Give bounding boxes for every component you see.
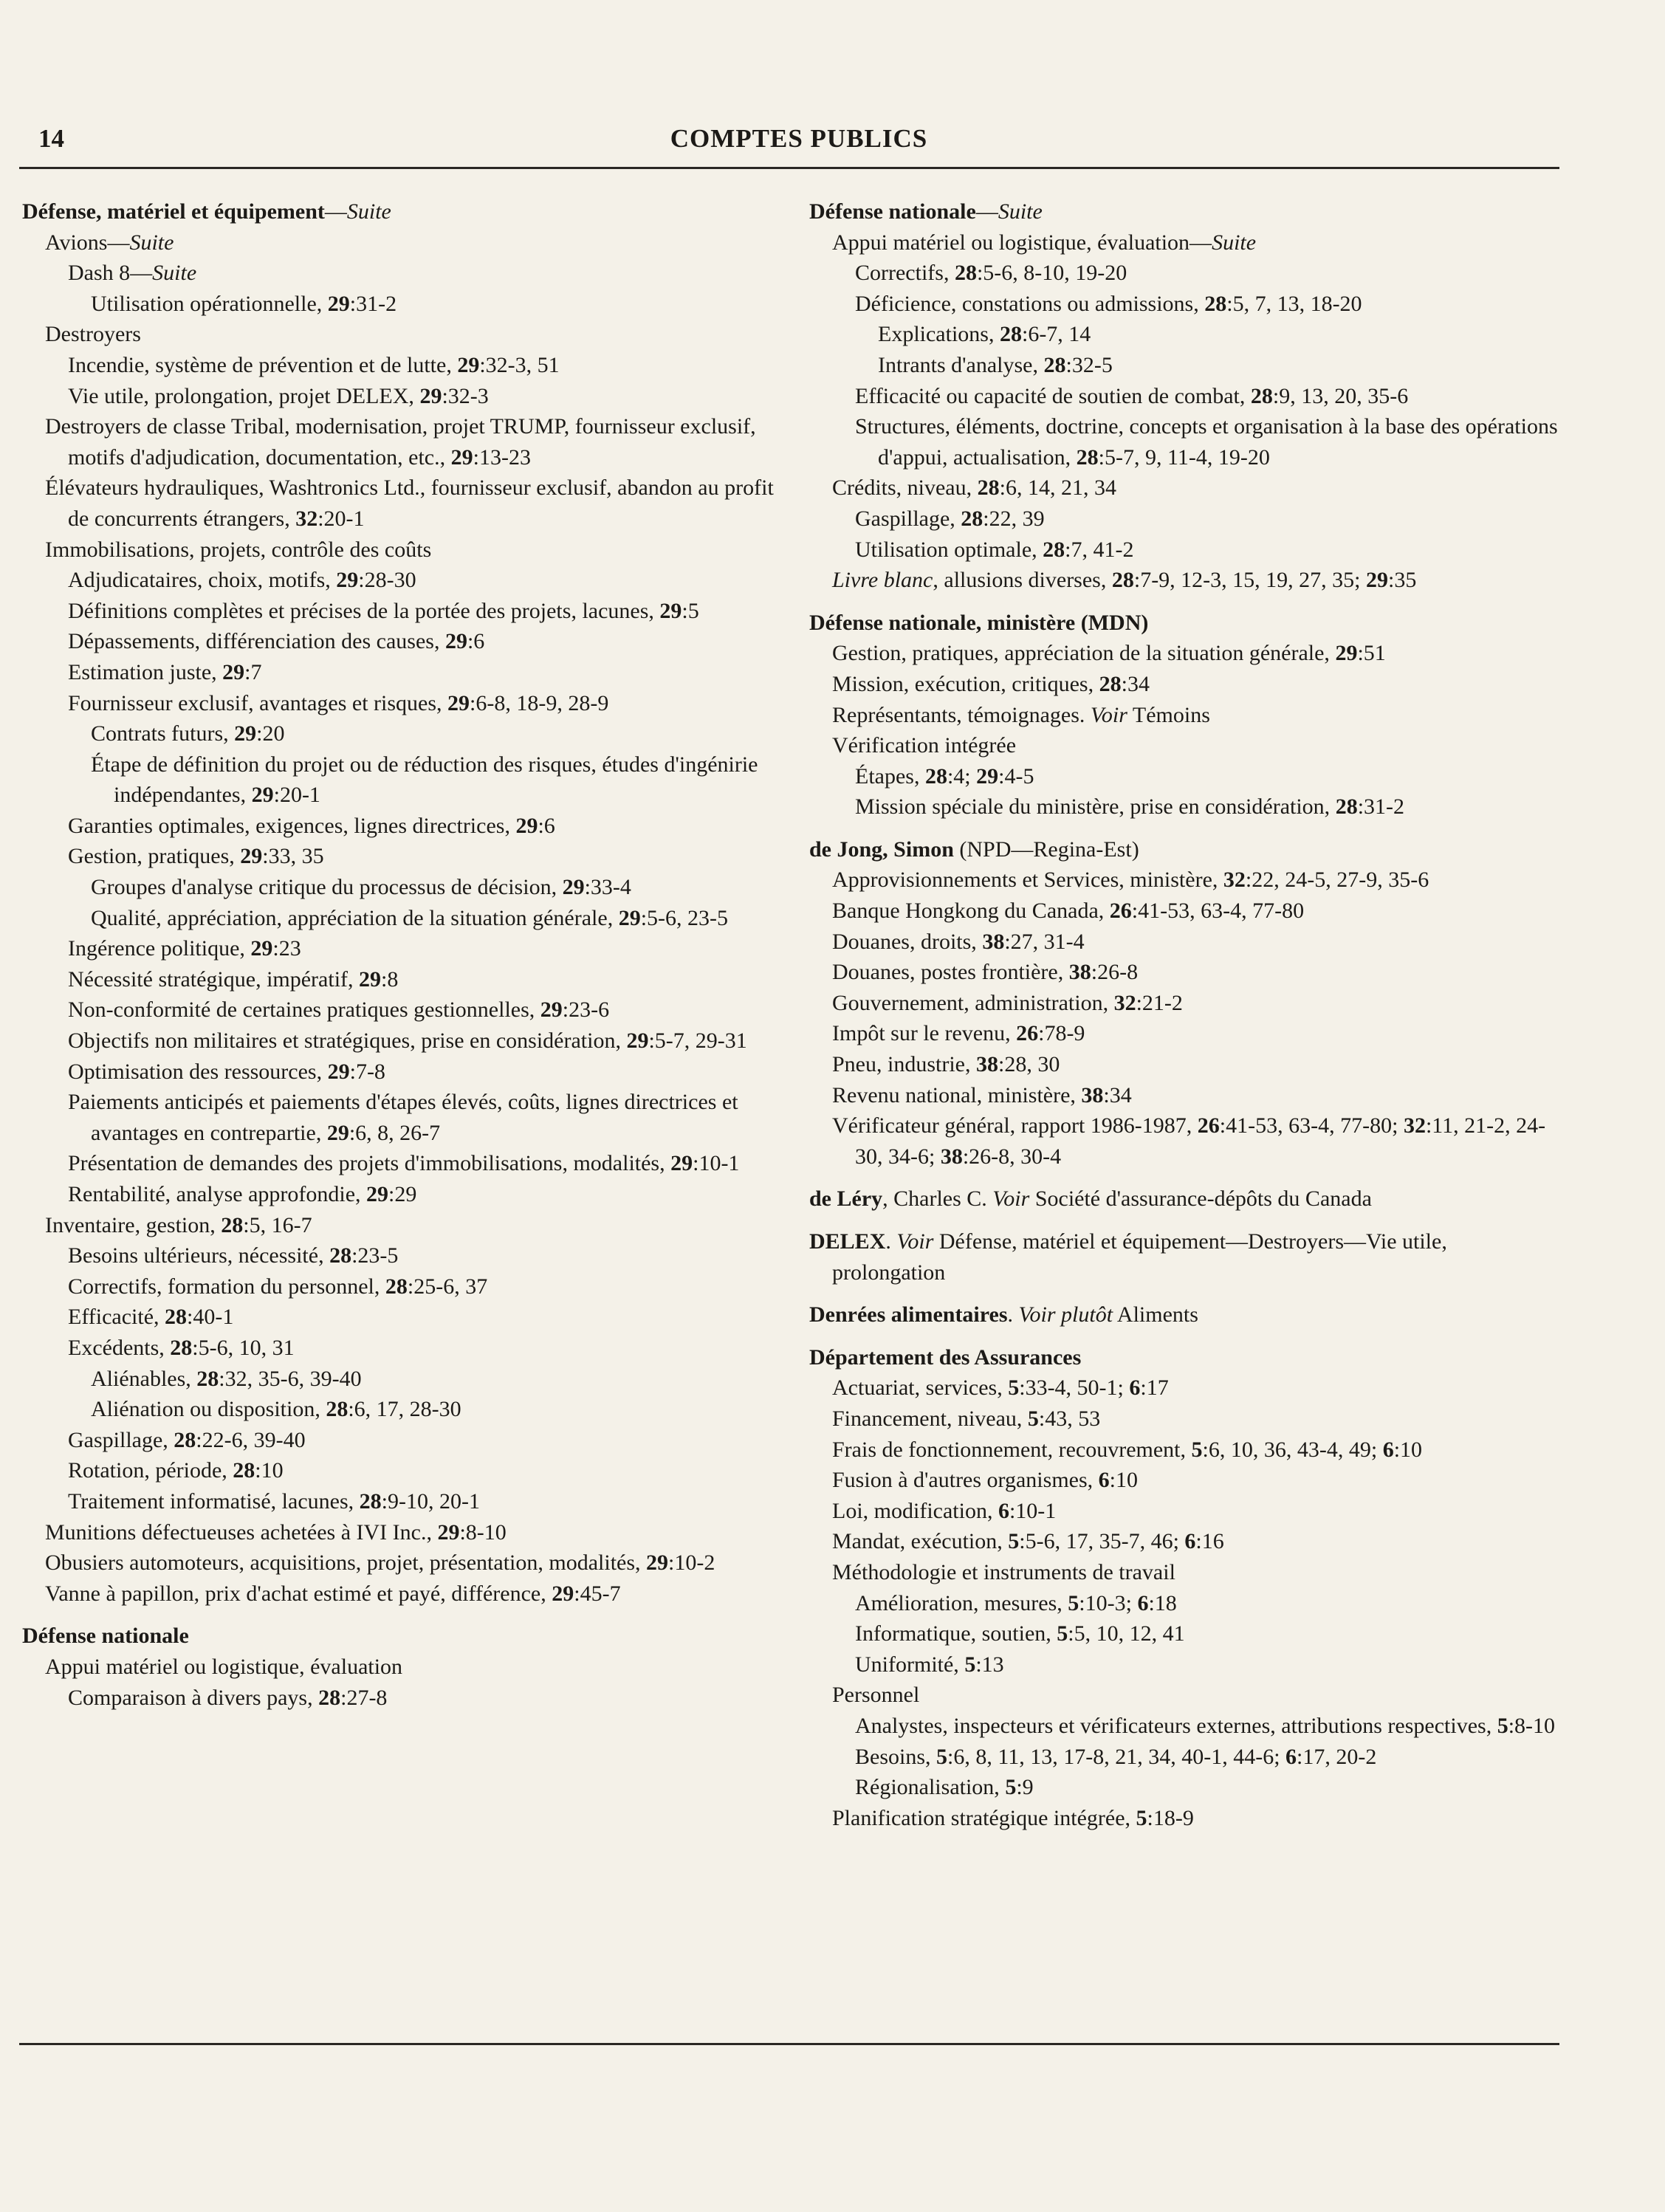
index-entry: Ingérence politique, 29:23 [68, 936, 301, 961]
index-entry: Gaspillage, 28:22-6, 39-40 [68, 1427, 306, 1452]
index-entry: Banque Hongkong du Canada, 26:41-53, 63-4, 77-80 [832, 899, 1305, 924]
index-entry: Incendie, système de prévention et de lutte, 29:32-3, 51 [68, 352, 560, 377]
index-entry: Paiements anticipés et paiements d'étapes élevés, coûts, lignes directrices et avantages en contrepartie, 29:6, 8, 26-7 [68, 1090, 738, 1145]
header-rule [19, 167, 1559, 169]
index-entry: Frais de fonctionnement, recouvrement, 5:6, 10, 36, 43-4, 49; 6:10 [832, 1437, 1423, 1462]
index-entry: Pneu, industrie, 38:28, 30 [832, 1052, 1060, 1077]
index-entry: Avions—Suite [45, 230, 174, 255]
index-entry: Correctifs, 28:5-6, 8-10, 19-20 [855, 261, 1127, 286]
index-entry: Utilisation optimale, 28:7, 41-2 [855, 537, 1134, 562]
index-entry: Étape de définition du projet ou de réduction des risques, études d'ingénirie indépendantes, 29:20-1 [91, 752, 758, 808]
index-entry: Régionalisation, 5:9 [855, 1775, 1034, 1800]
running-title: COMPTES PUBLICS [670, 124, 928, 153]
index-entry: Étapes, 28:4; 29:4-5 [855, 763, 1034, 789]
index-entry: Non-conformité de certaines pratiques gestionnelles, 29:23-6 [68, 997, 610, 1023]
index-entry: Analystes, inspecteurs et vérificateurs externes, attributions respectives, 5:8-10 [855, 1713, 1556, 1738]
index-column-left [22, 196, 775, 1713]
index-entry: Loi, modification, 6:10-1 [832, 1498, 1057, 1523]
index-entry: Vanne à papillon, prix d'achat estimé et payé, différence, 29:45-7 [45, 1581, 621, 1606]
page-number: 14 [38, 124, 64, 153]
index-entry: Informatique, soutien, 5:5, 10, 12, 41 [855, 1621, 1185, 1646]
index-entry: Explications, 28:6-7, 14 [878, 322, 1091, 347]
index-entry: Personnel [832, 1683, 920, 1708]
footer-rule [19, 2043, 1559, 2045]
index-entry: Dépassements, différenciation des causes, 29:6 [68, 629, 485, 654]
index-entry: Groupes d'analyse critique du processus de décision, 29:33-4 [91, 875, 631, 900]
index-entry: Traitement informatisé, lacunes, 28:9-10, 20-1 [68, 1488, 480, 1514]
index-entry: Représentants, témoignages. Voir Témoins [832, 702, 1210, 727]
index-entry: Gouvernement, administration, 32:21-2 [832, 990, 1183, 1015]
index-entry: Déficience, constations ou admissions, 28:5, 7, 13, 18-20 [855, 291, 1362, 316]
index-entry: Efficacité ou capacité de soutien de combat, 28:9, 13, 20, 35-6 [855, 383, 1409, 408]
index-entry: Amélioration, mesures, 5:10-3; 6:18 [855, 1590, 1177, 1615]
index-entry: Inventaire, gestion, 28:5, 16-7 [45, 1212, 312, 1237]
index-entry: Obusiers automoteurs, acquisitions, projet, présentation, modalités, 29:10-2 [45, 1550, 715, 1576]
index-entry: Livre blanc, allusions diverses, 28:7-9, 12-3, 15, 19, 27, 35; 29:35 [832, 568, 1417, 593]
index-entry: Élévateurs hydrauliques, Washtronics Ltd., fournisseur exclusif, abandon au profit de concurrents étrangers, 32:20-1 [45, 475, 774, 531]
index-entry: Estimation juste, 29:7 [68, 659, 262, 684]
index-heading: Denrées alimentaires. Voir plutôt Aliments [809, 1302, 1198, 1327]
index-entry: Garanties optimales, exigences, lignes directrices, 29:6 [68, 813, 555, 838]
index-heading: Défense nationale—Suite [809, 199, 1043, 224]
index-entry: Objectifs non militaires et stratégiques, prise en considération, 29:5-7, 29-31 [68, 1028, 747, 1054]
index-entry: Rotation, période, 28:10 [68, 1458, 284, 1483]
index-entry: Mission, exécution, critiques, 28:34 [832, 671, 1150, 696]
index-entry: Rentabilité, analyse approfondie, 29:29 [68, 1182, 417, 1206]
index-entry: Qualité, appréciation, appréciation de la situation générale, 29:5-6, 23-5 [91, 905, 729, 930]
index-entry: Contrats futurs, 29:20 [91, 721, 285, 746]
index-entry: Vie utile, prolongation, projet DELEX, 29:32-3 [68, 383, 489, 408]
index-entry: Structures, éléments, doctrine, concepts et organisation à la base des opérations d'appui, actualisation, 28:5-7, 9, 11-4, 19-20 [855, 414, 1558, 470]
index-entry: Aliénation ou disposition, 28:6, 17, 28-30 [91, 1397, 461, 1422]
index-entry: Vérification intégrée [832, 733, 1017, 758]
index-entry: Excédents, 28:5-6, 10, 31 [68, 1335, 295, 1360]
index-entry: Besoins, 5:6, 8, 11, 13, 17-8, 21, 34, 40-1, 44-6; 6:17, 20-2 [855, 1744, 1377, 1769]
index-entry: Financement, niveau, 5:43, 53 [832, 1406, 1101, 1431]
index-column-right [809, 196, 1562, 1833]
index-entry: Vérificateur général, rapport 1986-1987, 26:41-53, 63-4, 77-80; 32:11, 21-2, 24-30, 34-6; 38:26-8, 30-4 [832, 1113, 1546, 1169]
index-entry: Crédits, niveau, 28:6, 14, 21, 34 [832, 475, 1116, 501]
index-heading: Défense, matériel et équipement—Suite [22, 199, 391, 224]
index-heading: de Jong, Simon (NPD—Regina-Est) [809, 837, 1139, 862]
index-entry: Actuariat, services, 5:33-4, 50-1; 6:17 [832, 1375, 1169, 1401]
index-entry: Appui matériel ou logistique, évaluation [45, 1654, 403, 1679]
index-heading: Défense nationale, ministère (MDN) [809, 610, 1149, 635]
index-entry: Aliénables, 28:32, 35-6, 39-40 [91, 1366, 362, 1391]
index-heading: Département des Assurances [809, 1344, 1082, 1370]
index-entry: Besoins ultérieurs, nécessité, 28:23-5 [68, 1243, 399, 1268]
index-heading: Défense nationale [22, 1624, 189, 1649]
index-entry: Adjudicataires, choix, motifs, 29:28-30 [68, 568, 416, 593]
index-entry: Méthodologie et instruments de travail [832, 1559, 1175, 1584]
index-entry: Optimisation des ressources, 29:7-8 [68, 1059, 385, 1084]
index-entry: Mandat, exécution, 5:5-6, 17, 35-7, 46; 6:16 [832, 1529, 1224, 1554]
index-entry: Gestion, pratiques, appréciation de la situation générale, 29:51 [832, 641, 1386, 666]
index-entry: Mission spéciale du ministère, prise en considération, 28:31-2 [855, 794, 1405, 820]
index-entry: Utilisation opérationnelle, 29:31-2 [91, 291, 397, 316]
index-entry: Revenu national, ministère, 38:34 [832, 1082, 1132, 1107]
index-entry: Correctifs, formation du personnel, 28:25-6, 37 [68, 1274, 488, 1299]
index-entry: Intrants d'analyse, 28:32-5 [878, 352, 1113, 377]
index-entry: Destroyers [45, 322, 141, 347]
index-entry: Appui matériel ou logistique, évaluation—Suite [832, 230, 1257, 255]
index-entry: Destroyers de classe Tribal, modernisation, projet TRUMP, fournisseur exclusif, motifs d'adjudication, documentation, etc., 29:13-23 [45, 414, 756, 470]
index-entry: Fusion à d'autres organismes, 6:10 [832, 1468, 1138, 1493]
index-entry: Uniformité, 5:13 [855, 1652, 1004, 1677]
index-entry: Planification stratégique intégrée, 5:18-9 [832, 1805, 1194, 1830]
index-entry: Nécessité stratégique, impératif, 29:8 [68, 966, 399, 992]
index-entry: Approvisionnements et Services, ministère, 32:22, 24-5, 27-9, 35-6 [832, 868, 1429, 893]
index-entry: Gestion, pratiques, 29:33, 35 [68, 844, 324, 869]
index-entry: Douanes, postes frontière, 38:26-8 [832, 960, 1139, 985]
index-entry: Dash 8—Suite [68, 261, 197, 286]
index-entry: Gaspillage, 28:22, 39 [855, 506, 1045, 531]
index-entry: Immobilisations, projets, contrôle des coûts [45, 537, 432, 562]
index-entry: Douanes, droits, 38:27, 31-4 [832, 929, 1085, 954]
index-entry: Efficacité, 28:40-1 [68, 1305, 234, 1330]
index-entry: Comparaison à divers pays, 28:27-8 [68, 1685, 388, 1710]
index-entry: Fournisseur exclusif, avantages et risques, 29:6-8, 18-9, 28-9 [68, 690, 609, 715]
index-heading: DELEX. Voir Défense, matériel et équipement—Destroyers—Vie utile, prolongation [809, 1229, 1447, 1285]
index-entry: Munitions défectueuses achetées à IVI Inc., 29:8-10 [45, 1519, 507, 1545]
index-entry: Impôt sur le revenu, 26:78-9 [832, 1021, 1085, 1046]
index-heading: de Léry, Charles C. Voir Société d'assurance-dépôts du Canada [809, 1186, 1372, 1212]
page-header [38, 124, 1559, 162]
index-entry: Présentation de demandes des projets d'immobilisations, modalités, 29:10-1 [68, 1151, 740, 1176]
index-entry: Définitions complètes et précises de la portée des projets, lacunes, 29:5 [68, 598, 699, 623]
